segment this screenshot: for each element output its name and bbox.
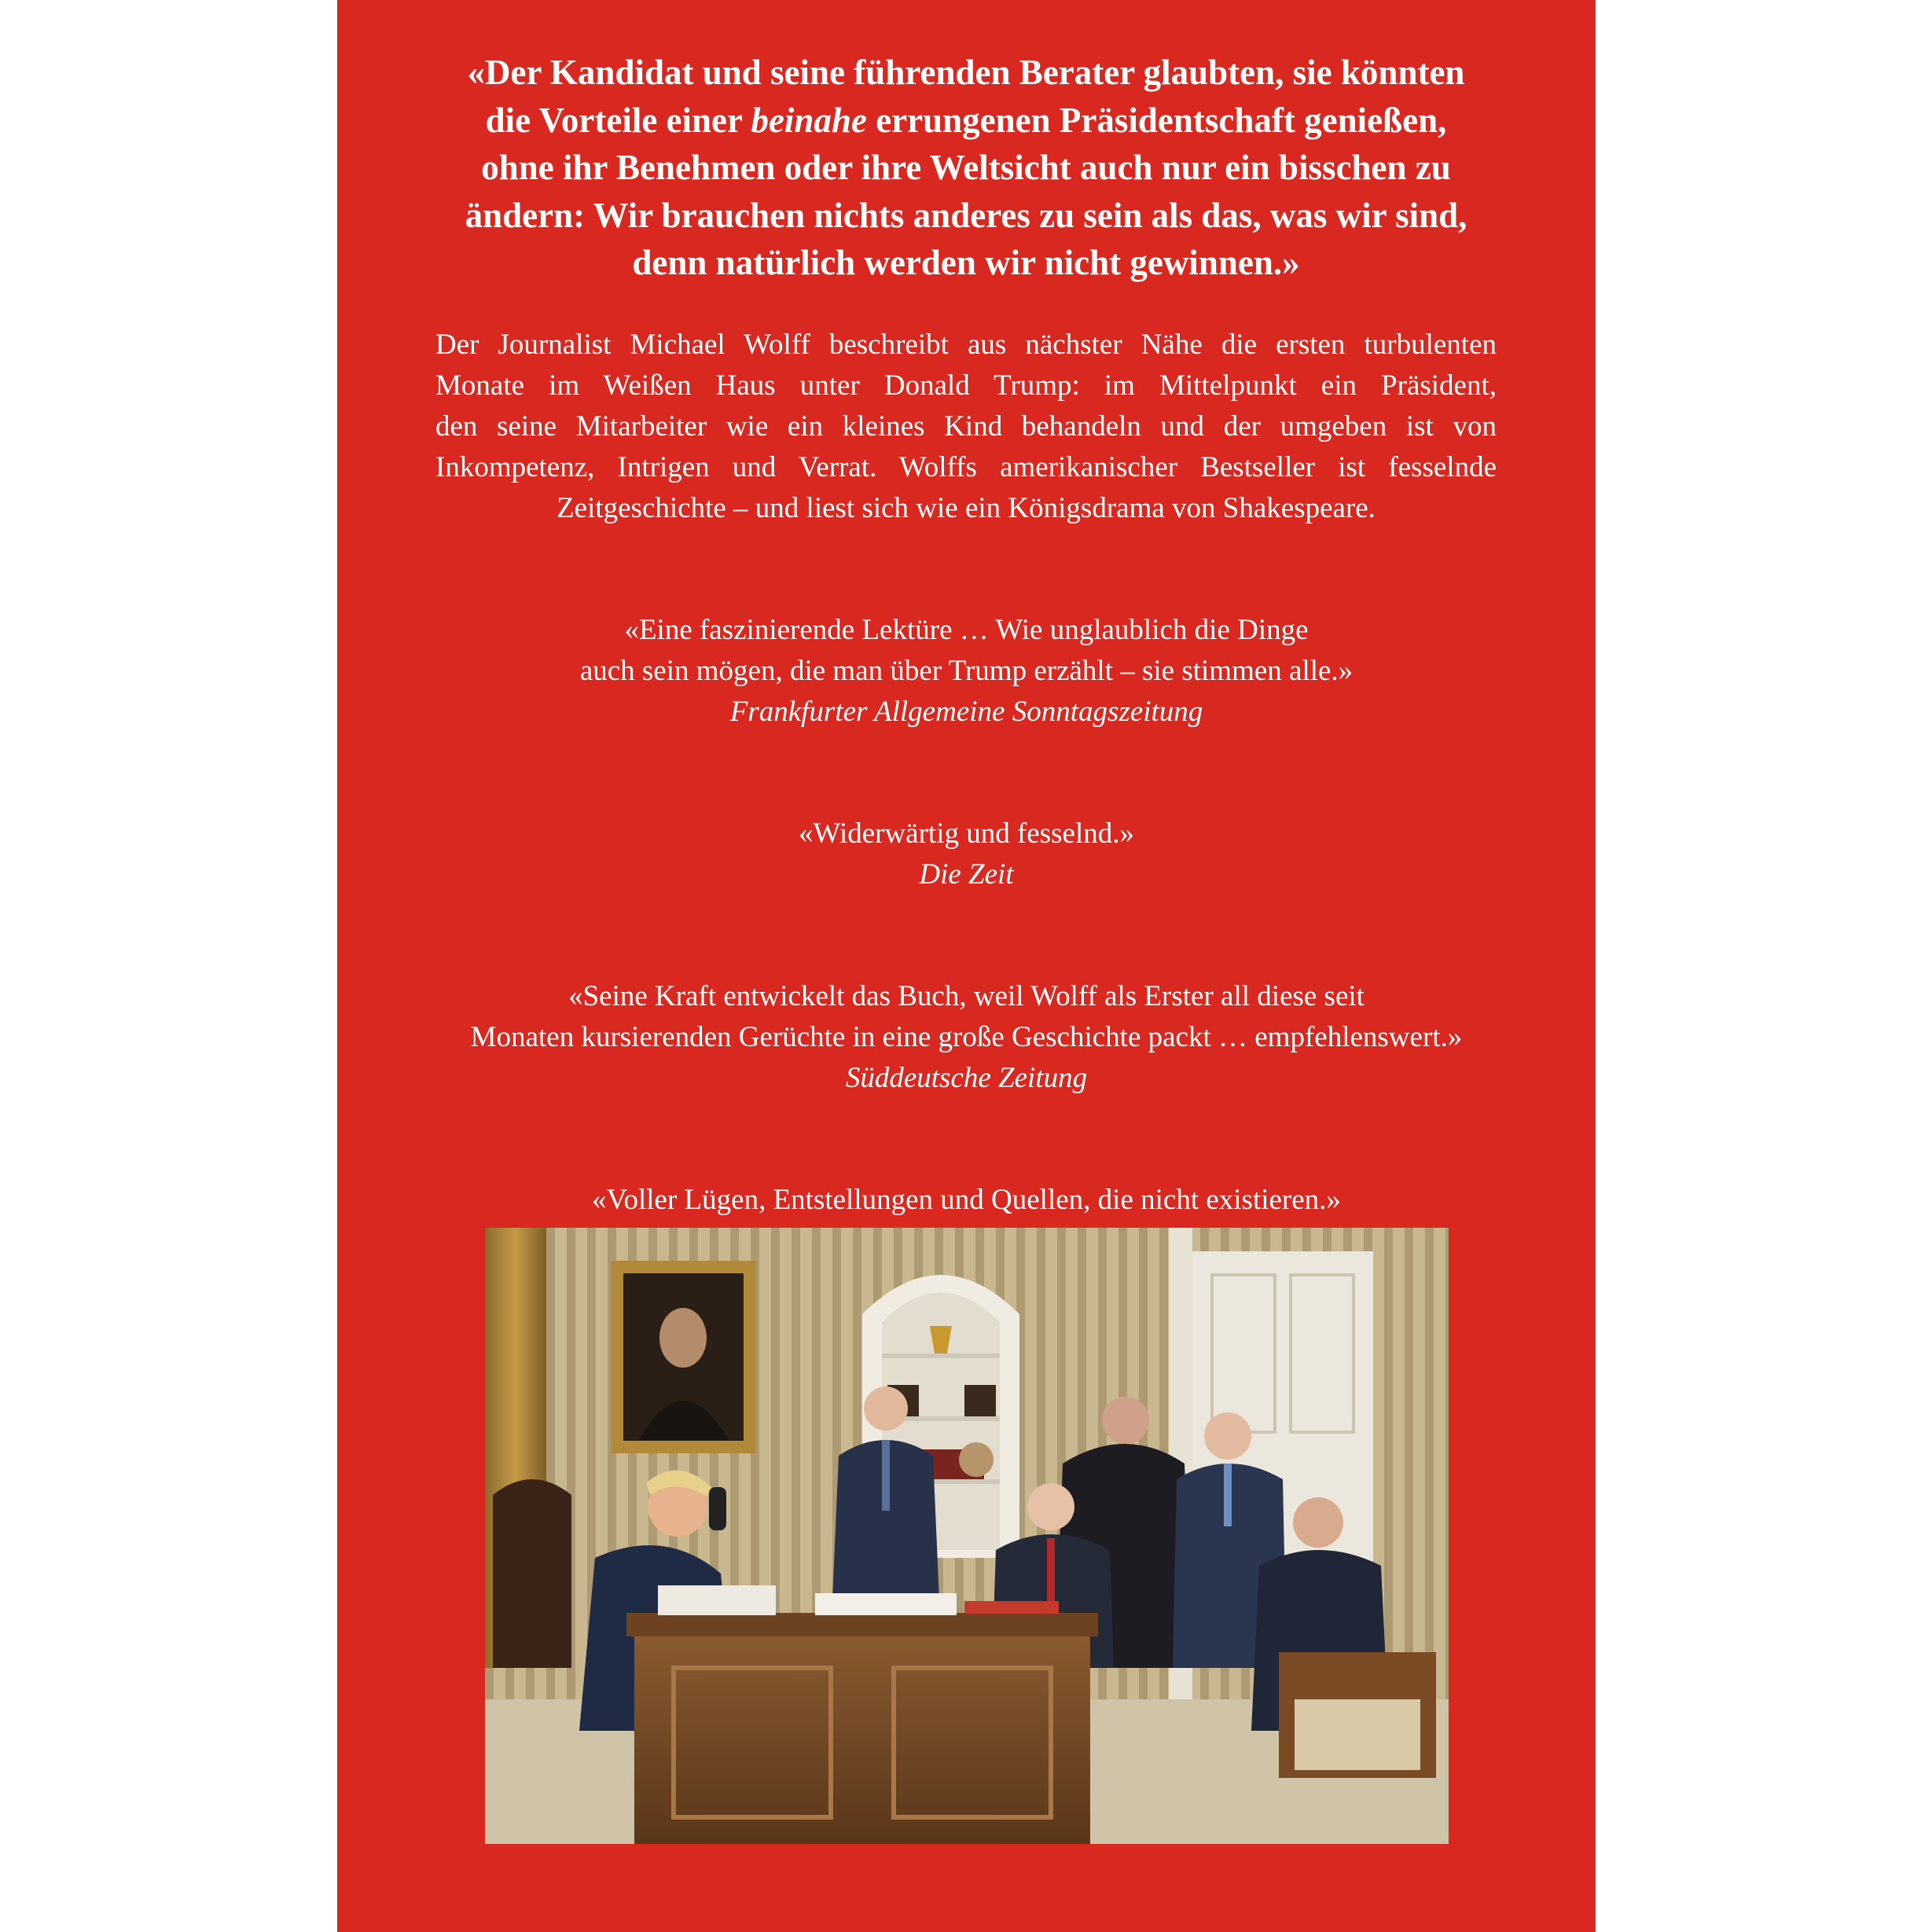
oval-office-illustration [485, 1228, 1449, 1844]
blurb-line: Der Journalist Michael Wolff beschreibt aus nächster Nähe die ersten turbulenten [435, 329, 1497, 361]
book-back-cover [337, 0, 1596, 1932]
review-quote-line: «Eine faszinierende Lektüre … Wie unglaublich die Dinge [624, 614, 1309, 646]
chair-cushion [1295, 1699, 1420, 1770]
lead-quote-line-part: errungenen Präsidentschaft genießen, [866, 100, 1447, 140]
paper-stack [658, 1585, 776, 1615]
review-quote-line: auch sein mögen, die man über Trump erzählt – sie stimmen alle.» [579, 655, 1354, 687]
leather-chair [493, 1479, 571, 1668]
lead-quote-line [435, 97, 1497, 145]
desk-top [626, 1613, 1098, 1636]
book-blurb [435, 325, 1497, 529]
blurb-line: Inkompetenz, Intrigen und Verrat. Wolffs amerikanischer Bestseller ist fesselnde [435, 451, 1497, 483]
review-quote-line: Monaten kursierenden Gerüchte in eine große Geschichte packt … empfehlenswert.» [470, 1021, 1463, 1053]
bookcase-shelf [882, 1354, 1000, 1358]
red-folder [964, 1601, 1059, 1614]
review-source: Frankfurter Allgemeine Sonntagszeitung [729, 696, 1203, 728]
books [964, 1385, 996, 1416]
lead-quote-line: denn natürlich werden wir nicht gewinnen.» [632, 243, 1300, 282]
review-faz [337, 610, 1596, 733]
oval-office-photo [485, 1228, 1449, 1844]
review-quote-line: «Voller Lügen, Entstellungen und Quellen, die nicht existieren.» [592, 1184, 1341, 1216]
paper-stack [815, 1593, 957, 1615]
blurb-line: den seine Mitarbeiter wie ein kleines Kind behandeln und der umgeben ist von [435, 410, 1497, 443]
review-sz [337, 976, 1596, 1099]
decorative-plate [959, 1442, 994, 1477]
review-source: Die Zeit [919, 858, 1014, 891]
blurb-line: Monate im Weißen Haus unter Donald Trump: im Mittelpunkt ein Präsident, [435, 369, 1497, 402]
lead-quote-line-part: die Vorteile einer [485, 100, 751, 140]
review-quote-line: «Widerwärtig und fesselnd.» [799, 817, 1134, 850]
blurb-line: Zeitgeschichte – und liest sich wie ein Königsdrama von Shakespeare. [556, 492, 1376, 524]
lead-quote [435, 49, 1497, 287]
lead-quote-line: ändern: Wir brauchen nichts anderes zu sein als das, was wir sind, [465, 195, 1467, 235]
lead-quote-line: ohne ihr Benehmen oder ihre Weltsicht auch nur ein bisschen zu [481, 148, 1451, 187]
review-source: Süddeutsche Zeitung [845, 1062, 1088, 1094]
lead-quote-line: «Der Kandidat und seine führenden Berater glaubten, sie könnten [467, 53, 1465, 92]
review-quote-line: «Seine Kraft entwickelt das Buch, weil Wolff als Erster all diese seit [568, 980, 1365, 1012]
review-zeit [337, 814, 1596, 895]
portrait-face [659, 1308, 707, 1368]
lead-quote-emphasis: beinahe [751, 100, 867, 140]
